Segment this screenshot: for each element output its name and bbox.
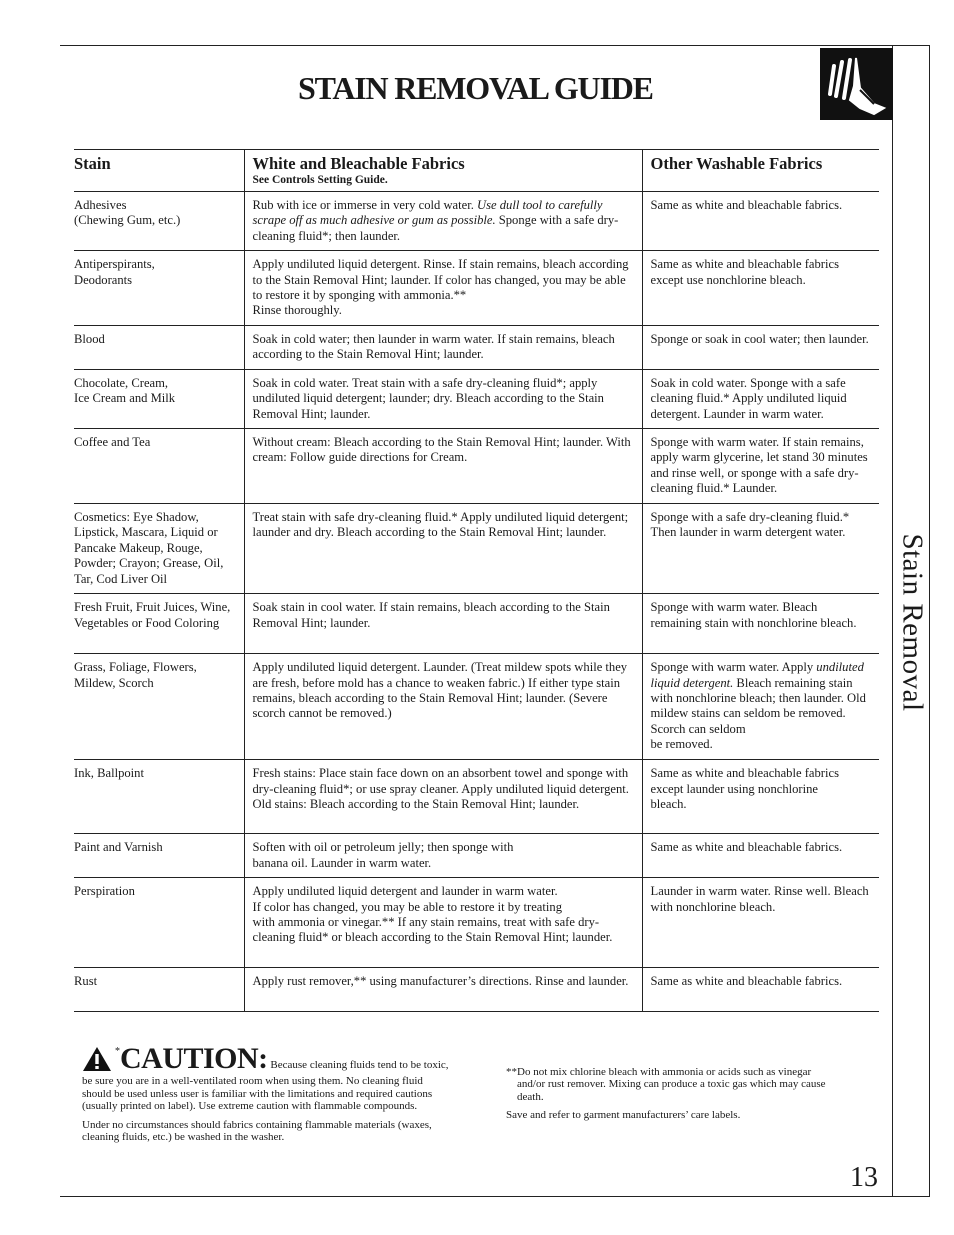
table-row (74, 504, 879, 594)
table-header-row (74, 150, 879, 192)
other-fabrics-cell: Sponge with warm water. Bleach remaining stain with nonchlorine bleach. (642, 594, 879, 654)
other-fabrics-cell: Same as white and bleachable fabrics except use nonchlorine bleach. (642, 251, 879, 326)
white-fabrics-cell: Soak in cold water; then launder in warm water. If stain remains, bleach according to the Stain Removal Hint; launder. (244, 325, 642, 369)
stain-cell: Antiperspirants, Deodorants (74, 251, 244, 326)
side-tab-text: Stain Removal (896, 532, 929, 712)
stain-cell: Coffee and Tea (74, 429, 244, 504)
other-fabrics-cell: Soak in cold water. Sponge with a safe cleaning fluid.* Apply undiluted liquid detergent. Launder in warm water. (642, 369, 879, 428)
footnote-chlorine: **Do not mix chlorine bleach with ammonia or acids such as vinegar and/or rust remover. Mixing can produce a toxic gas which may cause death. (506, 1066, 826, 1103)
other-fabrics-cell: Same as white and bleachable fabrics except launder using nonchlorine bleach. (642, 760, 879, 834)
caution-asterisk: * (115, 1046, 120, 1057)
stain-cell: Chocolate, Cream, Ice Cream and Milk (74, 369, 244, 428)
warning-triangle-icon (82, 1046, 112, 1075)
caution-flammable-text: Under no circumstances should fabrics containing flammable materials (waxes, cleaning fluids, etc.) be washed in the washer. (82, 1118, 432, 1144)
stain-cell: Blood (74, 325, 244, 369)
white-fabrics-cell: Rub with ice or immerse in very cold water. Use dull tool to carefully scrape off as much adhesive or gum as possible. Sponge with a safe dry-cleaning fluid*; then launder. (244, 192, 642, 251)
header-other-fabrics: Other Washable Fabrics (642, 150, 879, 192)
footnote-care-labels: Save and refer to garment manufacturers’ care labels. (506, 1109, 741, 1122)
other-fabrics-cell: Sponge with warm water. Apply undiluted liquid detergent. Bleach remaining stain with nonchlorine bleach; then launder. Old mildew stains can seldom be removed. Scorch can seldom be removed. (642, 654, 879, 760)
table-row (74, 325, 879, 369)
table-row (74, 834, 879, 878)
stain-cell: Perspiration (74, 878, 244, 968)
white-fabrics-cell: Apply undiluted liquid detergent. Rinse. If stain remains, bleach according to the Stain Removal Hint; launder. If color has changed, you may be able to restore it by sponging with ammonia.** Rinse thoroughly. (244, 251, 642, 326)
stain-cell: Paint and Varnish (74, 834, 244, 878)
bottom-rule (60, 1196, 930, 1197)
table-row (74, 192, 879, 251)
caution-block (82, 1042, 452, 1149)
white-fabrics-cell: Soak stain in cool water. If stain remains, bleach according to the Stain Removal Hint; launder. (244, 594, 642, 654)
stain-removal-table (74, 149, 879, 1012)
white-fabrics-cell: Apply undiluted liquid detergent and launder in warm water. If color has changed, you may be able to restore it by treating with ammonia or vinegar.** If any stain remains, treat with safe dry-cleaning fluid* or bleach according to the Stain Removal Hint; launder. (244, 878, 642, 968)
white-fabrics-cell: Apply rust remover,** using manufacturer’s directions. Rinse and launder. (244, 968, 642, 1012)
white-fabrics-cell: Apply undiluted liquid detergent. Launder. (Treat mildew spots while they are fresh, before mold has a chance to weaken fabric.) If either type stain remains, bleach according to the Stain Removal Hint; launder. (Severe scorch cannot be removed.) (244, 654, 642, 760)
stain-cell: Rust (74, 968, 244, 1012)
table-row (74, 369, 879, 428)
table-row (74, 878, 879, 968)
other-fabrics-cell: Sponge with a safe dry-cleaning fluid.* Then launder in warm detergent water. (642, 504, 879, 594)
white-fabrics-cell: Soak in cold water. Treat stain with a safe dry-cleaning fluid*; apply undiluted liquid detergent; launder; dry. Bleach according to the Stain Removal Hint; launder. (244, 369, 642, 428)
white-fabrics-cell: Without cream: Bleach according to the Stain Removal Hint; launder. With cream: Follow guide directions for Cream. (244, 429, 642, 504)
stain-cell: Fresh Fruit, Fruit Juices, Wine, Vegetables or Food Coloring (74, 594, 244, 654)
stain-cell: Cosmetics: Eye Shadow, Lipstick, Mascara, Liquid or Pancake Makeup, Rouge, Powder; Crayon; Grease, Oil, Tar, Cod Liver Oil (74, 504, 244, 594)
table-row (74, 654, 879, 760)
top-rule (60, 45, 930, 46)
white-fabrics-cell: Fresh stains: Place stain face down on an absorbent towel and sponge with dry-cleaning fluid*; or use spray cleaner. Apply undiluted liquid detergent. Old stains: Bleach according to the Stain Removal Hint; launder. (244, 760, 642, 834)
other-fabrics-cell: Same as white and bleachable fabrics. (642, 834, 879, 878)
side-tab-label (886, 532, 938, 712)
header-white-fabrics: White and Bleachable Fabrics See Controls Setting Guide. (244, 150, 642, 192)
footnotes (506, 1066, 836, 1122)
table-row (74, 760, 879, 834)
page-number: 13 (850, 1162, 878, 1193)
table-row (74, 968, 879, 1012)
caution-heading: CAUTION: (120, 1042, 268, 1075)
stain-cell: Ink, Ballpoint (74, 760, 244, 834)
white-fabrics-cell: Soften with oil or petroleum jelly; then sponge with banana oil. Launder in warm water. (244, 834, 642, 878)
white-fabrics-cell: Treat stain with safe dry-cleaning fluid.* Apply undiluted liquid detergent; launder and dry. Bleach according to the Stain Removal Hint; launder. (244, 504, 642, 594)
other-fabrics-cell: Sponge or soak in cool water; then launder. (642, 325, 879, 369)
other-fabrics-cell: Sponge with warm water. If stain remains, apply warm glycerine, let stand 30 minutes and rinse well, or sponge with a safe dry-cleaning fluid.* Launder. (642, 429, 879, 504)
table-row (74, 429, 879, 504)
table-row (74, 594, 879, 654)
stain-cell: Grass, Foliage, Flowers, Mildew, Scorch (74, 654, 244, 760)
other-fabrics-cell: Same as white and bleachable fabrics. (642, 192, 879, 251)
header-white-subtitle: See Controls Setting Guide. (252, 174, 388, 186)
hand-pointing-down-icon (820, 48, 893, 120)
caution-text: Because cleaning fluids tend to be toxic, be sure you are in a well-ventilated room when using them. No cleaning fluid should be used unless user is familiar with the limitations and required cautions (usually printed on label). Use extreme caution with flammable compounds. (82, 1059, 449, 1113)
other-fabrics-cell: Launder in warm water. Rinse well. Bleach with nonchlorine bleach. (642, 878, 879, 968)
other-fabrics-cell: Same as white and bleachable fabrics. (642, 968, 879, 1012)
stain-cell: Adhesives (Chewing Gum, etc.) (74, 192, 244, 251)
table-row (74, 251, 879, 326)
page-title: STAIN REMOVAL GUIDE (298, 70, 653, 106)
header-stain: Stain (74, 150, 244, 192)
